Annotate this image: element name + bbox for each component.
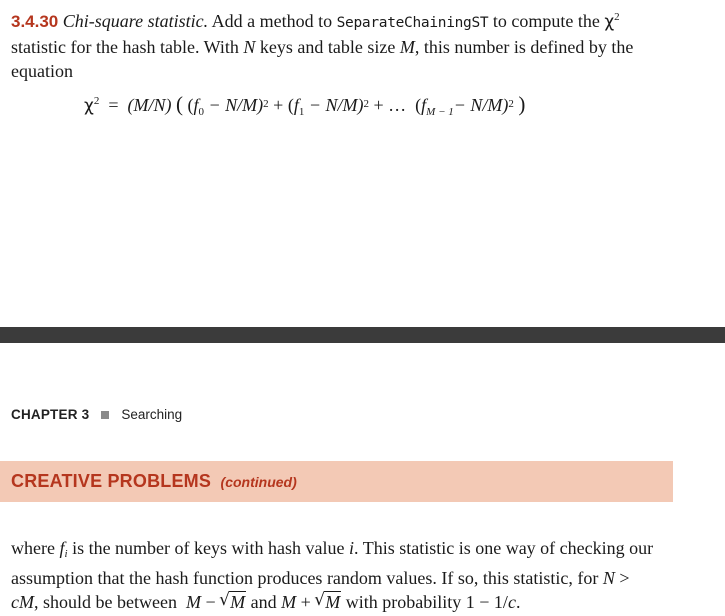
exercise-block — [11, 5, 681, 83]
exercise-title: Chi-square statistic. — [62, 11, 209, 31]
var-m: M — [399, 37, 415, 57]
sqrt-m-1-radicand: M — [230, 592, 246, 612]
eq-f0: f — [193, 95, 199, 115]
running-head — [11, 407, 182, 422]
chi-exponent: 2 — [614, 11, 620, 23]
eq-chi: χ — [84, 96, 94, 116]
exercise-text-1: Add a method to — [211, 11, 333, 31]
exercise-text-3: statistic for the hash table. With — [11, 37, 239, 57]
body-text-1: where — [11, 538, 55, 558]
eq-square-0: 2 — [263, 98, 269, 110]
var-n: N — [243, 37, 256, 57]
exercise-text-2: to compute the — [492, 11, 600, 31]
chapter-label: CHAPTER 3 — [11, 407, 90, 422]
eq-term1-rest: − N/M) — [304, 95, 364, 115]
eq-f0-sub: 0 — [198, 106, 204, 118]
eq-fm: f — [421, 95, 427, 115]
eq-close-paren: ) — [518, 92, 526, 116]
var-n-2: N — [602, 568, 615, 588]
prob-num: 1/ — [493, 592, 508, 612]
eq-open-paren: ( — [175, 92, 183, 116]
minus-sign: − — [205, 592, 216, 612]
var-m-2: M — [281, 592, 297, 612]
var-m-1: M — [185, 592, 201, 612]
banner-subtitle: (continued) — [220, 474, 297, 490]
gt-sign: > — [619, 568, 630, 588]
exercise-text-4: keys and table size — [259, 37, 396, 57]
eq-square-1: 2 — [363, 98, 369, 110]
eq-factor: (M/N) — [127, 95, 172, 115]
class-name-code: SeparateChainingST — [336, 15, 489, 31]
section-banner — [0, 461, 673, 502]
banner-title: CREATIVE PROBLEMS — [11, 471, 212, 491]
eq-square-m: 2 — [508, 98, 514, 110]
square-bullet-icon — [101, 411, 109, 419]
and-word: and — [250, 592, 277, 612]
eq-f1: f — [293, 95, 299, 115]
banner-text — [11, 471, 297, 492]
sqrt-m-1 — [220, 590, 246, 614]
plus-sign: + — [300, 592, 311, 612]
section-label: Searching — [121, 407, 183, 422]
sqrt-m-2-radicand: M — [325, 592, 341, 612]
eq-plus-1: + — [273, 95, 284, 115]
eq-fm-sub: M − 1 — [426, 106, 454, 118]
eq-term0-rest: − N/M) — [204, 95, 264, 115]
var-f: f — [59, 538, 65, 558]
chi-square-equation: $\chi^2 = (M/N)$ ( $(f_0 - N/M)^2 + (f_1 - N/M)^2$ + … $(f_{M - 1}- N/M)^2$ ) — [84, 92, 526, 118]
var-c: c — [507, 592, 516, 612]
eq-equals: = — [108, 95, 119, 115]
var-cm: cM — [11, 592, 34, 612]
exercise-text-5: , this number is defined by the — [414, 37, 634, 57]
page-divider — [0, 327, 725, 343]
exercise-number: 3.4.30 — [11, 12, 59, 31]
body-text-6: with probability 1 — [345, 592, 475, 612]
exercise-text-6: equation — [11, 61, 73, 81]
minus-sign-2: − — [479, 592, 490, 612]
body-text-2: is the number of keys with hash value — [72, 538, 345, 558]
period: . — [515, 592, 521, 612]
var-f-sub: i — [64, 548, 68, 560]
body-paragraph — [11, 536, 681, 614]
body-text-3: . This statistic is one way of checking our — [354, 538, 654, 558]
eq-f1-sub: 1 — [298, 106, 305, 118]
sqrt-m-2 — [315, 590, 341, 614]
eq-chi-exp: 2 — [93, 95, 100, 107]
chi-symbol: χ — [604, 12, 615, 32]
body-text-4: assumption that the hash function produces random values. If so, this statistic, for — [11, 568, 599, 588]
var-i: i — [349, 538, 355, 558]
eq-ellipsis: + … — [373, 95, 407, 115]
eq-termm-rest: − N/M) — [453, 95, 509, 115]
body-text-5: , should be between — [33, 592, 177, 612]
